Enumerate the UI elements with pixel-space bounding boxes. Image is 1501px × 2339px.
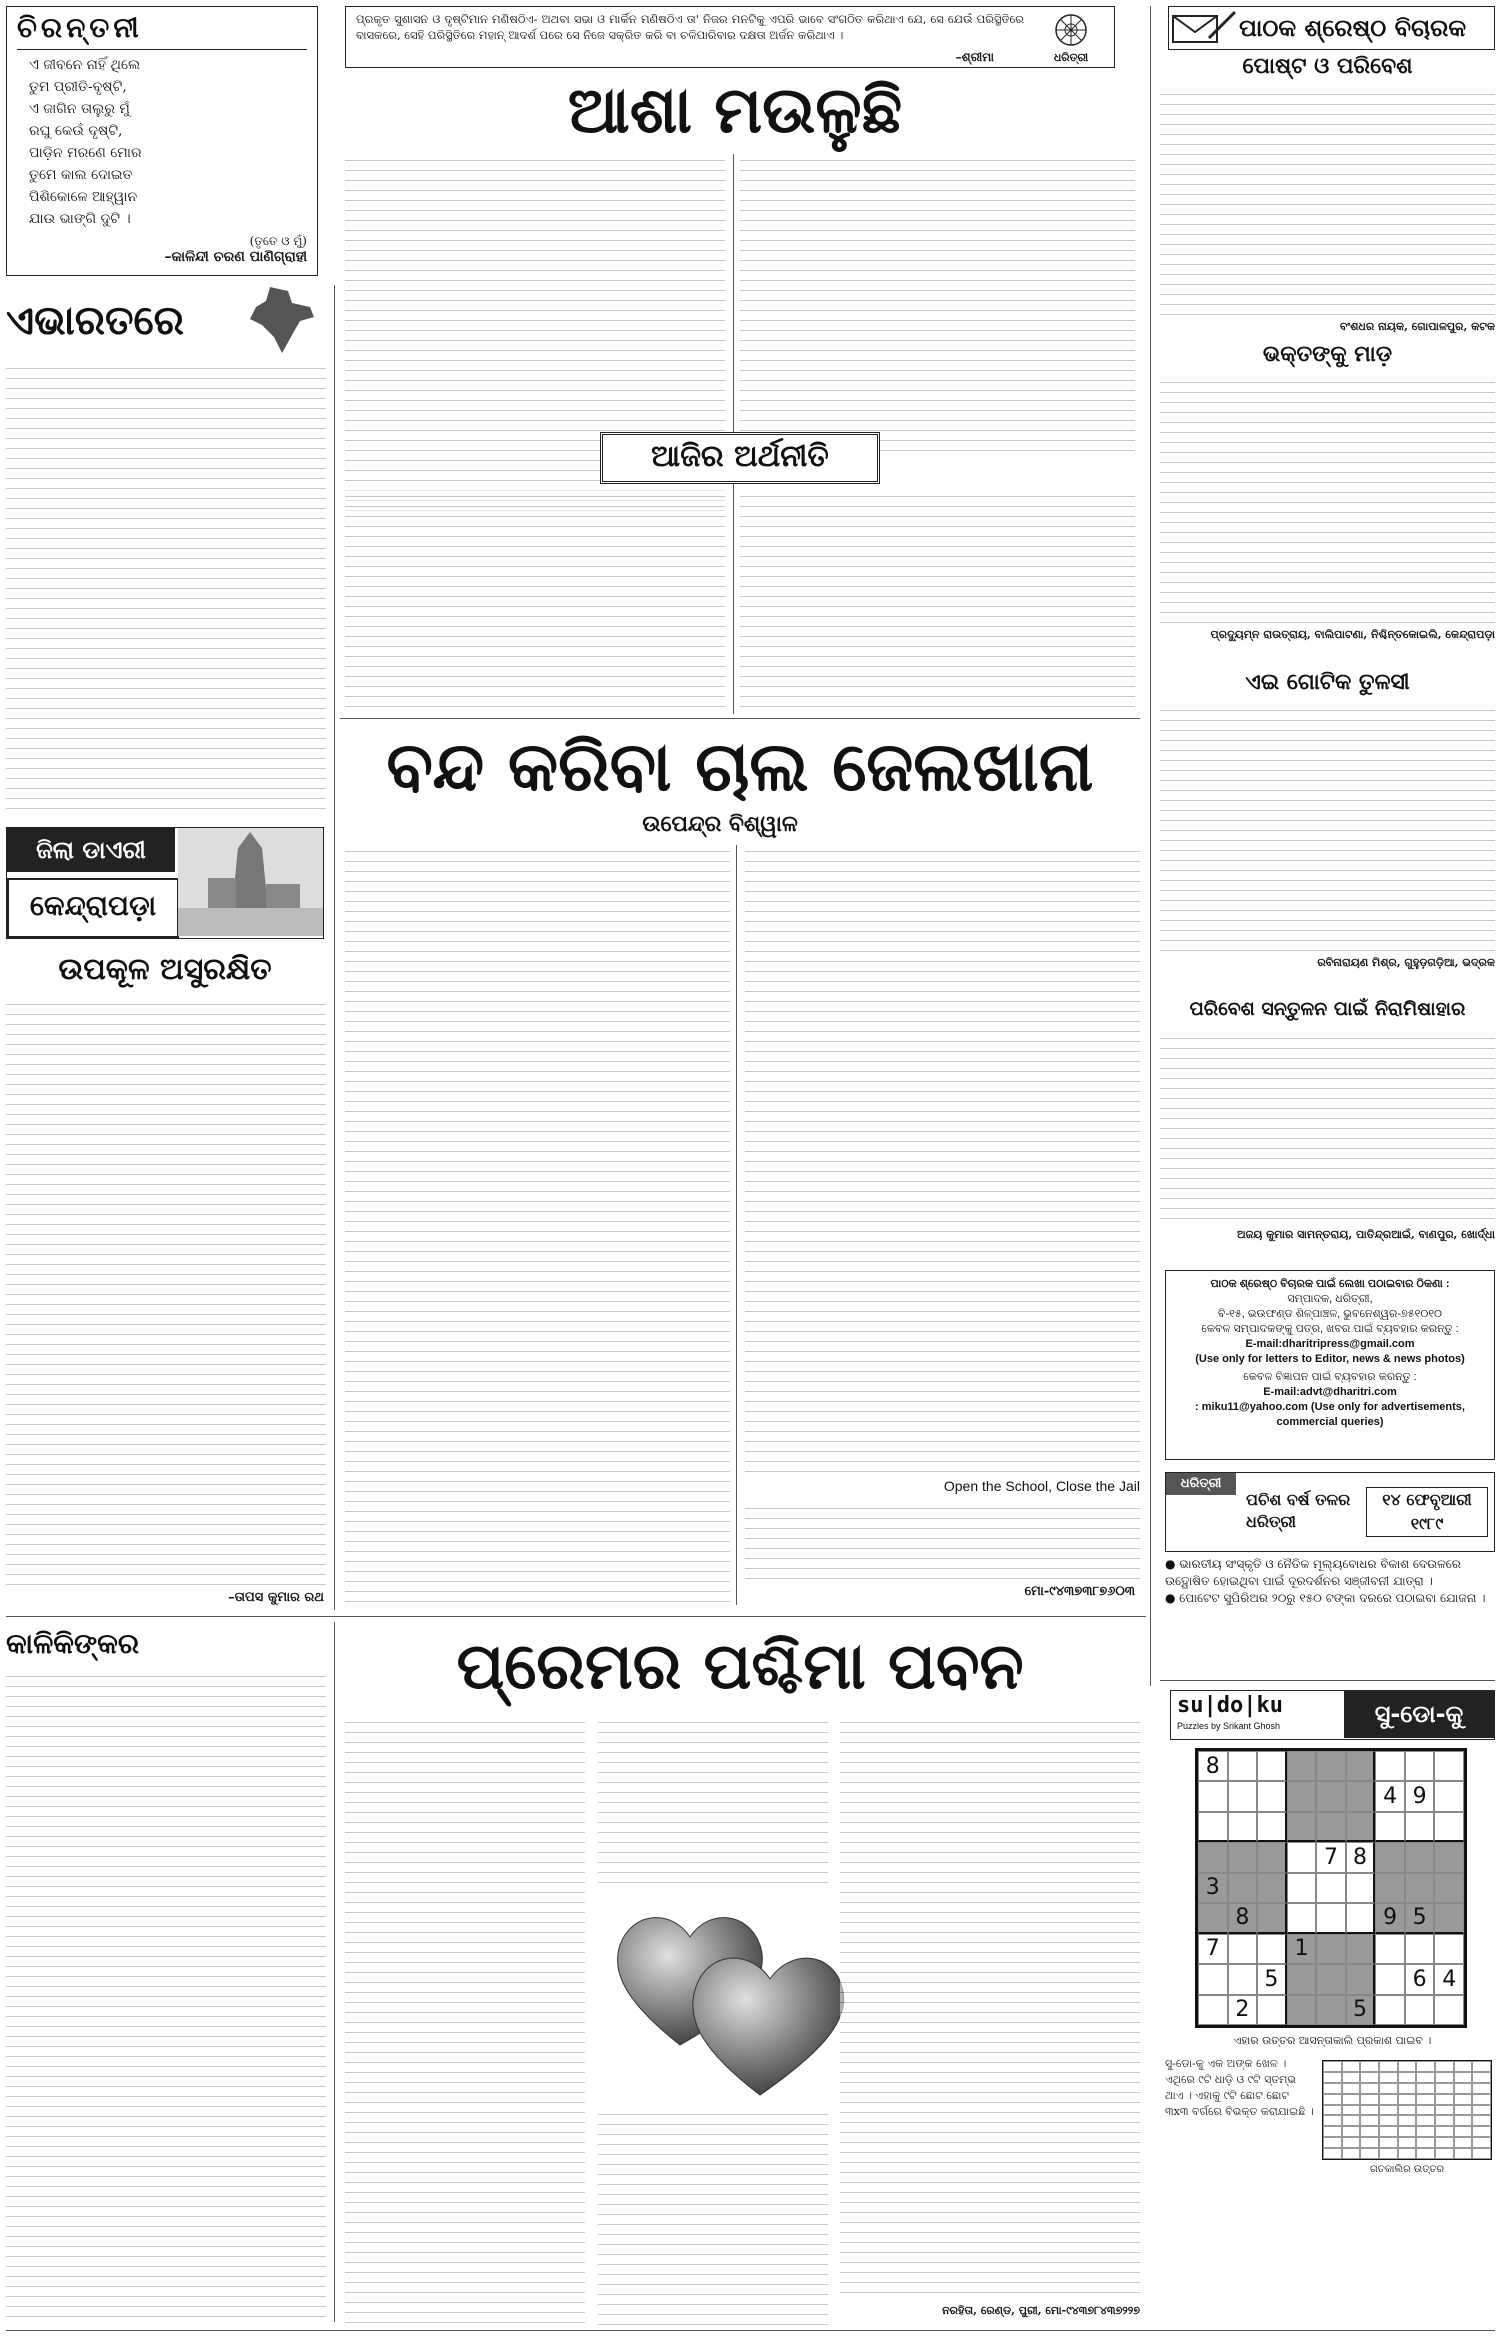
sudoku-solution-cell: [1416, 2148, 1435, 2159]
sudoku-cell[interactable]: [1228, 1873, 1258, 1903]
sudoku-note: ଏହାର ଉତ୍ତର ଆସନ୍ତାକାଲି ପ୍ରକାଶ ପାଇବ ।: [1233, 2034, 1432, 2047]
india-section-header: [6, 285, 326, 357]
poem-lines: [17, 54, 307, 230]
lead-body-bottom-right: [740, 490, 1135, 715]
sudoku-cell[interactable]: [1346, 1781, 1376, 1811]
coastal-story-title: ଉପକୂଳ ଅସୁରକ୍ଷିତ: [58, 952, 272, 987]
column-rule: [736, 845, 737, 1605]
column-rule: [1150, 6, 1151, 1686]
sudoku-cell[interactable]: [1228, 1964, 1258, 1994]
letter-signature: ଅଜୟ କୁମାର ସାମନ୍ତରାୟ, ପାତିନ୍ଦ୍ରଆଇଁ, ବାଣପୁର, ଖୋର୍ଦ୍ଧା: [1236, 1228, 1495, 1241]
sudoku-cell[interactable]: [1198, 1781, 1228, 1811]
sudoku-cell[interactable]: [1405, 1842, 1435, 1872]
sudoku-solution-cell: [1323, 2137, 1342, 2148]
sudoku-cell[interactable]: [1198, 1995, 1228, 2025]
sudoku-cell[interactable]: [1405, 1751, 1435, 1781]
sudoku-solution-cell: [1323, 2126, 1342, 2137]
sudoku-cell[interactable]: [1287, 1964, 1317, 1994]
letter-body: [1160, 704, 1495, 954]
valentine-body-col3: [840, 1716, 1140, 2301]
letter-title: ଏଇ ଗୋଟିକ ତୁଳସୀ: [1245, 670, 1410, 695]
valentine-body-col2: [598, 1716, 828, 1891]
sudoku-cell[interactable]: [1198, 1964, 1228, 1994]
jail-story-body-right-top: [745, 845, 1140, 1475]
sudoku-cell[interactable]: [1375, 1751, 1405, 1781]
jail-story-body-right-bottom: [745, 1502, 1140, 1584]
sudoku-cell[interactable]: [1257, 1934, 1287, 1964]
sudoku-solution-cell: [1435, 2061, 1454, 2072]
sudoku-solution-cell: [1454, 2094, 1473, 2105]
sudoku-solution-cell: [1435, 2115, 1454, 2126]
sudoku-cell[interactable]: 1: [1287, 1934, 1317, 1964]
sudoku-cell[interactable]: [1287, 1995, 1317, 2025]
sudoku-solution-cell: [1416, 2137, 1435, 2148]
sudoku-solution-cell: [1379, 2126, 1398, 2137]
sudoku-solution-cell: [1379, 2148, 1398, 2159]
sudoku-cell[interactable]: [1257, 1995, 1287, 2025]
column-rule: [334, 1622, 335, 2322]
sudoku-solution-cell: [1398, 2126, 1417, 2137]
sudoku-solution-cell: [1379, 2115, 1398, 2126]
envelope-pen-icon: [1169, 8, 1239, 48]
anniversary-label: ପଚିଶ ବର୍ଷ ତଳର ଧରିତ୍ରୀ: [1246, 1490, 1351, 1531]
sudoku-cell[interactable]: [1228, 1751, 1258, 1781]
sudoku-cell[interactable]: 8: [1198, 1751, 1228, 1781]
letter-title: ଭକ୍ତଙ୍କୁ ମାଡ଼: [1262, 342, 1393, 367]
sudoku-cell[interactable]: [1316, 1903, 1346, 1933]
sudoku-cell[interactable]: [1228, 1812, 1258, 1842]
temple-photo: [178, 828, 323, 936]
sudoku-cell[interactable]: [1257, 1781, 1287, 1811]
sudoku-solution-cell: [1416, 2115, 1435, 2126]
sudoku-cell[interactable]: [1287, 1781, 1317, 1811]
sudoku-cell[interactable]: [1375, 1812, 1405, 1842]
sudoku-cell[interactable]: 5: [1257, 1964, 1287, 1994]
sudoku-solution-cell: [1454, 2105, 1473, 2116]
letter-signature: ପ୍ରଦ୍ୟୁମ୍ନ ରାଉତ୍ରାୟ, ବାଲିପାଟଣା, ନିଶ୍ଚିନ୍ତକୋଇଲି, କେନ୍ଦ୍ରାପଡ଼ା: [1210, 628, 1495, 641]
banner-quote: [345, 6, 1115, 68]
sudoku-cell[interactable]: [1346, 1751, 1376, 1781]
sudoku-solution-cell: [1472, 2126, 1491, 2137]
coastal-story-author: –ତାପସ କୁମାର ରଥ: [228, 1590, 324, 1605]
sudoku-subtitle: Puzzles by Srikant Ghosh: [1177, 1721, 1281, 1731]
sudoku-solution-cell: [1323, 2061, 1342, 2072]
sudoku-solution-cell: [1472, 2148, 1491, 2159]
anniversary-bullet-text: ପୋଟେଟ ସୁପିରିଅର ୨୦ରୁ ୧୫୦ ଟଙ୍କା ଦରରେ ପଠାଇବା ଯୋଜନା ।: [1179, 1591, 1486, 1605]
sudoku-cell[interactable]: [1434, 1812, 1464, 1842]
sudoku-solution-cell: [1398, 2083, 1417, 2094]
sudoku-cell[interactable]: [1287, 1812, 1317, 1842]
jail-story-author: ଉପେନ୍ଦ୍ର ବିଶ୍ୱାଳ: [642, 812, 798, 837]
sudoku-solution-cell: [1454, 2083, 1473, 2094]
sudoku-solution-cell: [1398, 2148, 1417, 2159]
letter-title: ପୋଷ୍ଟ ଓ ପରିବେଶ: [1242, 54, 1413, 79]
sudoku-solution-cell: [1454, 2126, 1473, 2137]
letter-body: [1160, 376, 1495, 626]
sudoku-cell[interactable]: [1434, 1873, 1464, 1903]
poem-note: (ତୃତେ ଓ ମୁଁ): [249, 234, 307, 248]
contact-addressee: ସମ୍ପାଦକ, ଧରିତ୍ରୀ,: [1287, 1293, 1373, 1305]
district-diary-block: [6, 827, 324, 939]
sudoku-rules: ସୁ-ଡୋ-କୁ ଏକ ଅଙ୍କ ଖେଳ । ଏଥିରେ ୯ଟି ଧାଡ଼ି ଓ ୯ଟି ସ୍ତମ୍ଭ ଥାଏ । ଏହାକୁ ୯ଟି ଛୋଟ ଛୋଟ ୩x୩ ବର୍ଗରେ ବିଭକ୍ତ କରାଯାଇଛି ।: [1165, 2057, 1314, 2118]
sudoku-solution-cell: [1379, 2083, 1398, 2094]
sudoku-cell[interactable]: 7: [1316, 1842, 1346, 1872]
banner-quote-attribution: –ଶ୍ରୀମା: [955, 50, 994, 64]
sudoku-solution-cell: [1416, 2094, 1435, 2105]
sudoku-cell[interactable]: [1434, 1995, 1464, 2025]
dharitri-logo: [1036, 13, 1106, 65]
sudoku-solution-cell: [1416, 2083, 1435, 2094]
district-diary-place: କେନ୍ଦ୍ରାପଡ଼ା: [7, 878, 179, 938]
sudoku-solution-cell: [1435, 2072, 1454, 2083]
letter-signature: ରବିନାରାୟଣ ମିଶ୍ର, ଗୁହୁଡ଼ଗଡ଼ିଆ, ଭଦ୍ରକ: [1317, 956, 1495, 969]
sudoku-cell[interactable]: [1434, 1903, 1464, 1933]
sudoku-cell[interactable]: 6: [1405, 1964, 1435, 1994]
poem-line: ତୁମ ପ୍ରୀତି-ବୃଷ୍ଟି,: [29, 79, 127, 95]
sudoku-solution-cell: [1342, 2105, 1361, 2116]
sudoku-solution-cell: [1416, 2072, 1435, 2083]
jail-story-english: Open the School, Close the Jail: [943, 1478, 1140, 1494]
sudoku-solution-cell: [1360, 2115, 1379, 2126]
lead-body-bottom-left: [345, 490, 725, 715]
sudoku-cell[interactable]: [1346, 1964, 1376, 1994]
sudoku-solution-cell: [1398, 2137, 1417, 2148]
sudoku-cell[interactable]: [1346, 1873, 1376, 1903]
sudoku-solution-cell: [1360, 2061, 1379, 2072]
poem-line: ଏ ଜାଗିନ ତାଲୁରୁ ମୁଁ: [29, 101, 130, 117]
sudoku-cell[interactable]: [1316, 1781, 1346, 1811]
sudoku-solution-cell: [1360, 2105, 1379, 2116]
sudoku-cell[interactable]: [1316, 1964, 1346, 1994]
sudoku-cell[interactable]: [1434, 1751, 1464, 1781]
sudoku-solution-cell: [1472, 2137, 1491, 2148]
sudoku-cell[interactable]: [1228, 1934, 1258, 1964]
sudoku-solution-cell: [1323, 2115, 1342, 2126]
contact-ad-note: କେବଳ ବିଜ୍ଞାପନ ପାଇଁ ବ୍ୟବହାର କରନ୍ତୁ :: [1243, 1371, 1417, 1383]
lead-body-right: [740, 154, 1135, 454]
poem-line: ଯାଉ ଭାଙ୍ଗି ଦୁଟି ।: [29, 211, 131, 227]
sudoku-grid[interactable]: [1195, 1748, 1467, 2028]
sudoku-solution-cell: [1342, 2061, 1361, 2072]
sudoku-cell[interactable]: [1316, 1751, 1346, 1781]
sudoku-solution-cell: [1379, 2137, 1398, 2148]
sudoku-solution-cell: [1379, 2061, 1398, 2072]
sudoku-cell[interactable]: [1198, 1812, 1228, 1842]
sudoku-solution-cell: [1435, 2094, 1454, 2105]
sudoku-solution-cell: [1323, 2105, 1342, 2116]
sudoku-solution-cell: [1454, 2072, 1473, 2083]
sudoku-solution-cell: [1454, 2061, 1473, 2072]
contact-ad-email2[interactable]: : miku11@yahoo.com (Use only for advertisements, commercial queries): [1195, 1401, 1465, 1428]
sudoku-cell[interactable]: [1287, 1842, 1317, 1872]
sudoku-cell[interactable]: [1375, 1842, 1405, 1872]
sudoku-cell[interactable]: [1375, 1934, 1405, 1964]
sudoku-cell[interactable]: [1228, 1781, 1258, 1811]
anniversary-bullet: ● ପୋଟେଟ ସୁପିରିଅର ୨୦ରୁ ୧୫୦ ଟଙ୍କା ଦରରେ ପଠାଇବା ଯୋଜନା ।: [1165, 1591, 1486, 1605]
anniversary-bullet-text: ଭାରତୀୟ ସଂସ୍କୃତି ଓ ନୈତିକ ମୂଲ୍ୟବୋଧର ବିକାଶ ଦେଉଳରେ ଉଦ୍ଘୋଷିତ ହୋଇଥିବା ପାଇଁ ଦୂରଦର୍ଶନର ସଞ୍ଜୀବନୀ ଯାତ୍ରା ।: [1165, 1557, 1461, 1588]
sudoku-solution-cell: [1472, 2072, 1491, 2083]
sudoku-solution-cell: [1472, 2115, 1491, 2126]
sudoku-solution-cell: [1398, 2094, 1417, 2105]
sudoku-solution-cell: [1323, 2148, 1342, 2159]
sudoku-cell[interactable]: [1287, 1751, 1317, 1781]
sudoku-solution-cell: [1323, 2083, 1342, 2094]
sudoku-solution-cell: [1360, 2137, 1379, 2148]
sudoku-cell[interactable]: [1405, 1934, 1435, 1964]
sudoku-cell[interactable]: [1257, 1751, 1287, 1781]
letter-body: [1160, 1032, 1495, 1227]
sudoku-cell[interactable]: 4: [1375, 1781, 1405, 1811]
poem-line: ରଘୁ କେଉଁ ଦୃଷ୍ଟି,: [29, 123, 123, 139]
sudoku-cell[interactable]: 7: [1198, 1934, 1228, 1964]
sudoku-cell[interactable]: 5: [1346, 1995, 1376, 2025]
sudoku-solution-cell: [1360, 2126, 1379, 2137]
column-rule: [334, 285, 335, 1610]
sudoku-solution-cell: [1360, 2148, 1379, 2159]
sudoku-solution-cell: [1416, 2126, 1435, 2137]
india-section-title: ଏଭାରତରେ: [6, 298, 184, 344]
contact-email-use: (Use only for letters to Editor, news & news photos): [1195, 1353, 1465, 1365]
coastal-story-body: [6, 998, 326, 1588]
banner-quote-text: ପ୍ରକୃତ ସୁଶାସନ ଓ ଦୃଷ୍ଟିମାନ ମଣିଷଠିଏ- ଅଥବା ସଭା ଓ ମାର୍କିନ ମଣିଷଠିଏ ତା' ନିଜର ମନଟିକୁ ଏପରି ଭାବେ ସଂଗଠିତ କରିଥାଏ ଯେ, ସେ ଯେଉଁ ପରିସ୍ଥିତିରେ ବାସକରେ, ସେହି ପରିସ୍ଥିତିରେ ମହାନ୍ ଆଦର୍ଶ ପରେ ସେ ନିଜେ ସକ୍ରିତ କରି ବା ଚଳିପାରିବାର ଦକ୍ଷତା ଅର୍ଜନ କରିଥାଏ ।: [356, 12, 1024, 42]
district-diary-label: ଜିଲା ଡାଏରୀ: [7, 828, 175, 872]
sudoku-cell[interactable]: [1228, 1842, 1258, 1872]
sun-wheel-icon: [1054, 13, 1088, 47]
anniversary-bullet: ● ଭାରତୀୟ ସଂସ୍କୃତି ଓ ନୈତିକ ମୂଲ୍ୟବୋଧର ବିକାଶ ଦେଉଳରେ ଉଦ୍ଘୋଷିତ ହୋଇଥିବା ପାଇଁ ଦୂରଦର୍ଶନର ସଞ୍ଜୀବନୀ ଯାତ୍ରା ।: [1165, 1557, 1461, 1588]
sudoku-solution-cell: [1435, 2083, 1454, 2094]
sudoku-cell[interactable]: 9: [1405, 1781, 1435, 1811]
sudoku-cell[interactable]: [1434, 1781, 1464, 1811]
sudoku-cell[interactable]: 3: [1198, 1873, 1228, 1903]
sudoku-answer-label: ଗତକାଲିର ଉତ୍ତର: [1369, 2164, 1445, 2175]
sudoku-solution-cell: [1472, 2083, 1491, 2094]
page-bottom-rule: [6, 2330, 1495, 2331]
sudoku-cell[interactable]: [1257, 1873, 1287, 1903]
letter-body: [1160, 88, 1495, 318]
sudoku-cell[interactable]: [1375, 1873, 1405, 1903]
sudoku-cell[interactable]: [1198, 1903, 1228, 1933]
sudoku-cell[interactable]: [1375, 1964, 1405, 1994]
section-rule: [1160, 1680, 1495, 1681]
letters-header-title: ପାଠକ ଶ୍ରେଷ୍ଠ ବିଚାରକ: [1239, 14, 1467, 42]
poem-line: ଏ ଜୀବନେ ନାହିଁ ଥିଲେ: [29, 57, 141, 73]
economy-section-label: ଆଜିର ଅର୍ଥନୀତି: [600, 432, 880, 484]
sudoku-cell[interactable]: [1434, 1934, 1464, 1964]
contact-box: [1165, 1270, 1495, 1460]
sudoku-solution-cell: [1342, 2115, 1361, 2126]
sudoku-solution-cell: [1360, 2083, 1379, 2094]
sudoku-solution-cell: [1398, 2105, 1417, 2116]
sudoku-solution-cell: [1342, 2072, 1361, 2083]
sudoku-cell[interactable]: [1198, 1842, 1228, 1872]
india-map-icon: [240, 285, 320, 355]
sudoku-solution-cell: [1435, 2137, 1454, 2148]
valentine-signature: ନରହିତା, ରେଣ୍ଡ, ପୁରୀ, ମୋ-୯୪୩୭୮୪୩୭୨୨୭: [942, 2304, 1140, 2317]
poem-line: ତୁମେ କାଲ ଦୋଇତ: [29, 167, 133, 183]
valentine-body-col1: [345, 1716, 585, 2326]
sudoku-cell[interactable]: [1316, 1812, 1346, 1842]
sudoku-solution-cell: [1472, 2094, 1491, 2105]
sudoku-cell[interactable]: [1316, 1995, 1346, 2025]
sudoku-cell[interactable]: [1257, 1842, 1287, 1872]
sudoku-cell[interactable]: [1405, 1812, 1435, 1842]
contact-address: ବି-୧୫, ଭଉଫଣ୍ଡ ଶିଳ୍ପାଞ୍ଚଳ, ଭୁବନେଶ୍ୱର-୭୫୧୦୧୦: [1217, 1308, 1443, 1320]
sudoku-solution-grid: [1322, 2060, 1492, 2160]
sudoku-solution-cell: [1379, 2105, 1398, 2116]
sudoku-solution-cell: [1454, 2148, 1473, 2159]
sudoku-solution-cell: [1472, 2061, 1491, 2072]
sudoku-cell[interactable]: 2: [1228, 1995, 1258, 2025]
sudoku-cell[interactable]: 8: [1228, 1903, 1258, 1933]
sudoku-solution-cell: [1379, 2072, 1398, 2083]
sudoku-cell[interactable]: [1316, 1873, 1346, 1903]
sudoku-solution-cell: [1342, 2094, 1361, 2105]
jail-story-contact: ମୋ-୯୪୩୭୩୮୭୬୦୩: [1024, 1584, 1135, 1599]
sudoku-cell[interactable]: 4: [1434, 1964, 1464, 1994]
contact-email[interactable]: E-mail:dharitripress@gmail.com: [1245, 1338, 1415, 1350]
sudoku-cell[interactable]: [1375, 1995, 1405, 2025]
dharitri-logo-text: ଧରିତ୍ରୀ: [1053, 51, 1089, 64]
sudoku-cell[interactable]: [1316, 1934, 1346, 1964]
sudoku-cell[interactable]: 9: [1375, 1903, 1405, 1933]
sudoku-solution-cell: [1416, 2105, 1435, 2116]
sudoku-cell[interactable]: [1257, 1903, 1287, 1933]
sudoku-cell[interactable]: [1346, 1903, 1376, 1933]
poem-title: ଚିରନ୍ତନୀ: [17, 11, 307, 50]
anniversary-bullets: [1165, 1556, 1495, 1686]
anniversary-logo: ଧରିତ୍ରୀ: [1166, 1473, 1236, 1495]
sudoku-solution-cell: [1323, 2072, 1342, 2083]
hearts-icon: [610, 1895, 850, 2105]
sudoku-brand: su|do|ku: [1177, 1693, 1283, 1718]
sudoku-cell[interactable]: [1287, 1873, 1317, 1903]
sudoku-solution-cell: [1398, 2061, 1417, 2072]
valentine-title: ପ୍ରେମର ପଶ୍ଚିମା ପବନ: [456, 1630, 1024, 1704]
anniversary-date: ୧୪ ଫେବୃଆରୀ ୧୯୮୯: [1366, 1487, 1488, 1537]
sudoku-solution-cell: [1454, 2137, 1473, 2148]
sudoku-cell[interactable]: [1346, 1812, 1376, 1842]
poem-author: –କାଳିନ୍ଦୀ ଚରଣ ପାଣିଗ୍ରାହୀ: [164, 249, 307, 265]
sudoku-solution-cell: [1454, 2115, 1473, 2126]
sudoku-solution-cell: [1398, 2115, 1417, 2126]
contact-email-note: କେବଳ ସମ୍ପାଦକଙ୍କୁ ପତ୍ର, ଖବର ପାଇଁ ବ୍ୟବହାର କରନ୍ତୁ :: [1201, 1323, 1459, 1335]
lead-headline: ଆଶା ମଉଳୁଛି: [567, 74, 903, 148]
sudoku-solution-cell: [1342, 2137, 1361, 2148]
sudoku-solution-cell: [1323, 2094, 1342, 2105]
valentine-body-col2-bottom: [598, 2108, 828, 2326]
sudoku-cell[interactable]: [1405, 1873, 1435, 1903]
sudoku-header: [1170, 1690, 1495, 1740]
sudoku-solution-cell: [1360, 2072, 1379, 2083]
poem-line: ପାଡ଼ିନ ମରଣେ ମୋର: [29, 145, 142, 161]
sudoku-cell[interactable]: [1257, 1812, 1287, 1842]
sudoku-solution-cell: [1342, 2083, 1361, 2094]
sudoku-solution-cell: [1416, 2061, 1435, 2072]
india-section-body: [6, 362, 326, 817]
sudoku-cell[interactable]: [1405, 1995, 1435, 2025]
kalinga-title: କାଳିକିଙ୍କର: [6, 1627, 140, 1660]
sudoku-odia-title: ସୁ-ଡୋ-କୁ: [1344, 1691, 1494, 1738]
anniversary-box: [1165, 1472, 1495, 1552]
sudoku-solution-cell: [1342, 2148, 1361, 2159]
sudoku-solution-cell: [1435, 2105, 1454, 2116]
sudoku-solution-cell: [1398, 2072, 1417, 2083]
poem-box: [6, 6, 318, 276]
poem-line: ପିଶିକୋଳେ ଆହ୍ୱାନ: [29, 189, 138, 205]
sudoku-cell[interactable]: 8: [1346, 1842, 1376, 1872]
jail-story-title: ବନ୍ଦ କରିବା ଚାଲ ଜେଲଖାନା: [386, 728, 1094, 807]
section-rule: [340, 718, 1140, 719]
sudoku-solution-cell: [1435, 2126, 1454, 2137]
letter-signature: ବଂଶଧର ନାୟକ, ଗୋପାଳପୁର, କଟକ: [1339, 320, 1495, 333]
sudoku-solution-cell: [1379, 2094, 1398, 2105]
letter-title: ପରିବେଶ ସନ୍ତୁଳନ ପାଇଁ ନିରାମିଷାହାର: [1189, 998, 1466, 1020]
jail-story-body-left: [345, 845, 730, 1605]
sudoku-cell[interactable]: [1346, 1934, 1376, 1964]
sudoku-cell[interactable]: [1287, 1903, 1317, 1933]
section-rule: [6, 1616, 1146, 1617]
sudoku-solution-cell: [1342, 2126, 1361, 2137]
contact-ad-email[interactable]: E-mail:advt@dharitri.com: [1263, 1386, 1397, 1398]
contact-heading: ପାଠକ ଶ୍ରେଷ୍ଠ ବିଚାରକ ପାଇଁ ଲେଖା ପଠାଇବାର ଠିକଣା :: [1210, 1278, 1450, 1290]
sudoku-cell[interactable]: [1434, 1842, 1464, 1872]
letters-header: [1168, 6, 1495, 50]
sudoku-solution-cell: [1472, 2105, 1491, 2116]
kalinga-body: [6, 1670, 326, 2325]
sudoku-solution-cell: [1435, 2148, 1454, 2159]
sudoku-cell[interactable]: 5: [1405, 1903, 1435, 1933]
sudoku-solution-cell: [1360, 2094, 1379, 2105]
